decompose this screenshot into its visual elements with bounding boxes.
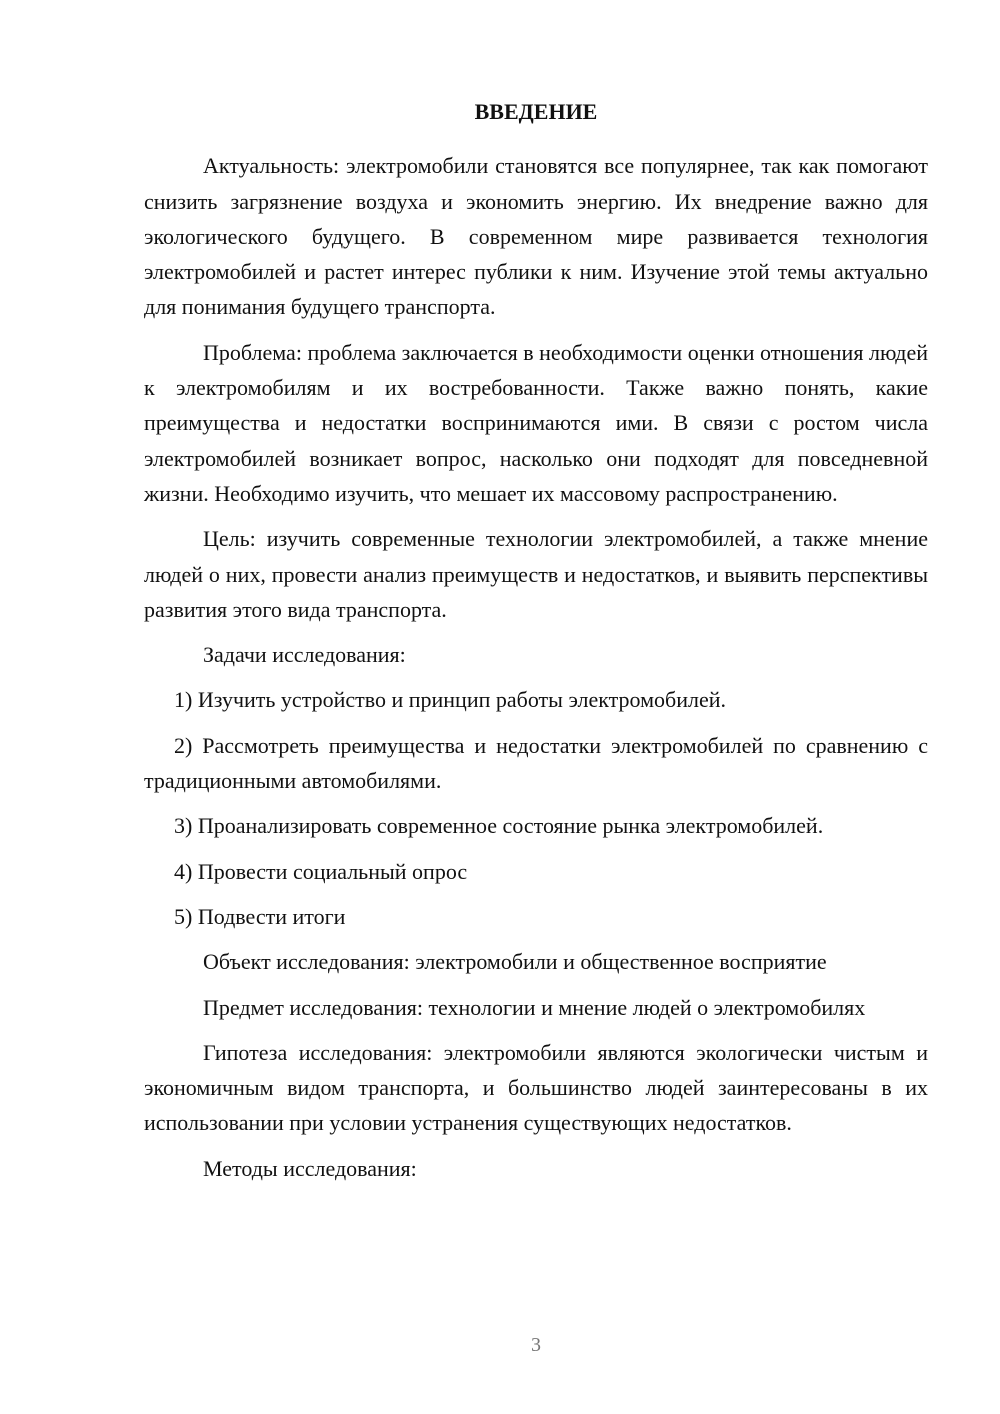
problem-paragraph: Проблема: проблема заключается в необходимости оценки отношения людей к электромобилям и их востребованности. Также важно понять, какие преимущества и недостатки воспринимаются ими. В связи с ростом числа электромобилей возникает вопрос, насколько они подходят для повседневной жизни. Необходимо изучить, что мешает их массовому распространению. (144, 339, 928, 506)
task-item-2: 2) Рассмотреть преимущества и недостатки электромобилей по сравнению с традиционными автомобилями. (144, 732, 928, 794)
task-item-5: 5) Подвести итоги (174, 903, 346, 929)
hypothesis-paragraph: Гипотеза исследования: электромобили являются экологически чистым и экономичным видом транспорта, и большинство людей заинтересованы в их использовании при условии устранения существующих недостатков. (144, 1039, 928, 1136)
task-item-4: 4) Провести социальный опрос (174, 858, 468, 884)
methods-heading: Методы исследования: (203, 1155, 417, 1181)
page-number: 3 (531, 1334, 541, 1356)
task-item-1: 1) Изучить устройство и принцип работы электромобилей. (174, 687, 726, 713)
task-item-3: 3) Проанализировать современное состояние рынка электромобилей. (174, 813, 824, 839)
subject-paragraph: Предмет исследования: технологии и мнение людей о электромобилях (203, 994, 866, 1020)
relevance-paragraph: Актуальность: электромобили становятся все популярнее, так как помогают снизить загрязнение воздуха и экономить энергию. Их внедрение важно для экологического будущего. В современном мире развивается технология электромобилей и растет интерес публики к ним. Изучение этой темы актуально для понимания будущего транспорта. (144, 153, 928, 320)
document-page (144, 94, 928, 1186)
goal-paragraph: Цель: изучить современные технологии электромобилей, а также мнение людей о них, провести анализ преимуществ и недостатков, и выявить перспективы развития этого вида транспорта. (144, 526, 928, 622)
tasks-heading: Задачи исследования: (203, 642, 406, 668)
object-paragraph: Объект исследования: электромобили и общественное восприятие (203, 949, 827, 975)
section-heading: ВВЕДЕНИЕ (474, 99, 598, 124)
